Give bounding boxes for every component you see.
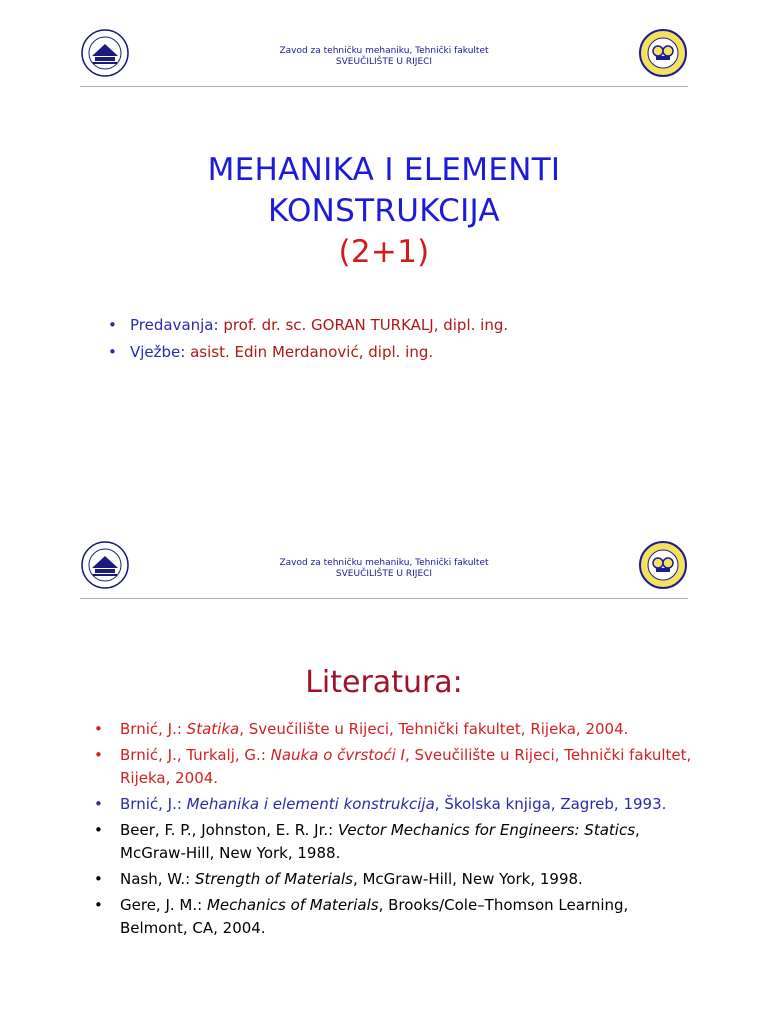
item-work: Vector Mechanics for Engineers: Statics: [338, 821, 636, 839]
exercises-label: Vježbe:: [130, 343, 191, 361]
header-divider: [80, 598, 688, 599]
item-rest: , Sveučilište u Rijeci, Tehnički fakultet, Rijeka, 2004.: [239, 720, 629, 738]
slide-header: [80, 28, 688, 88]
course-title-line-2: KONSTRUKCIJA: [268, 193, 500, 229]
header-line-1: Zavod za tehničku mehaniku, Tehnički fakultet: [279, 558, 489, 568]
item-rest: , Školska knjiga, Zagreb, 1993.: [434, 795, 667, 813]
university-seal-icon: [638, 28, 688, 78]
list-item: [92, 744, 692, 790]
item-rest: , Sveučilište u Rijeci, Tehnički fakultet, Rijeka, 2004.: [120, 746, 692, 787]
lecturer-label: Predavanja:: [130, 316, 224, 334]
header-divider: [80, 86, 688, 87]
item-rest: , Brooks/Cole–Thomson Learning, Belmont, CA, 2004.: [120, 896, 629, 937]
literature-title: Literatura:: [305, 665, 463, 700]
exercises-name: asist. Edin Merdanović, dipl. ing.: [190, 343, 434, 361]
literature-list: [92, 718, 692, 943]
staff-list: [108, 312, 508, 366]
header-line-2: SVEUČILIŠTE U RIJECI: [335, 57, 433, 67]
header-text: [80, 558, 688, 580]
course-hours: (2+1): [338, 234, 430, 270]
item-work: Mehanika i elementi konstrukcija: [186, 795, 435, 813]
header-line-1: Zavod za tehničku mehaniku, Tehnički fakultet: [279, 46, 489, 56]
item-author: Brnić, J., Turkalj, G.:: [120, 746, 271, 764]
item-rest: , McGraw-Hill, New York, 1988.: [120, 821, 640, 862]
item-author: Beer, F. P., Johnston, E. R. Jr.:: [120, 821, 338, 839]
course-title: [0, 150, 768, 273]
item-author: Gere, J. M.:: [120, 896, 207, 914]
list-item: [92, 868, 692, 891]
list-item: [92, 819, 692, 865]
list-item: [92, 793, 692, 816]
item-author: Brnić, J.:: [120, 795, 187, 813]
item-author: Brnić, J.:: [120, 720, 187, 738]
list-item-lecturer: [108, 312, 508, 339]
slide-header: [80, 540, 688, 600]
item-work: Strength of Materials: [194, 870, 353, 888]
list-item: [92, 894, 692, 940]
header-line-2: SVEUČILIŠTE U RIJECI: [335, 569, 433, 579]
item-work: Statika: [186, 720, 240, 738]
header-text: [80, 46, 688, 68]
lecturer-name: prof. dr. sc. GORAN TURKALJ, dipl. ing.: [223, 316, 509, 334]
item-work: Mechanics of Materials: [206, 896, 379, 914]
item-work: Nauka o čvrstoći I: [270, 746, 405, 764]
item-author: Nash, W.:: [120, 870, 195, 888]
university-seal-icon: [638, 540, 688, 590]
course-title-line-1: MEHANIKA I ELEMENTI: [207, 152, 561, 188]
slide-2: [0, 512, 768, 1024]
item-rest: , McGraw-Hill, New York, 1998.: [352, 870, 583, 888]
list-item: [92, 718, 692, 741]
list-item-exercises: [108, 339, 508, 366]
